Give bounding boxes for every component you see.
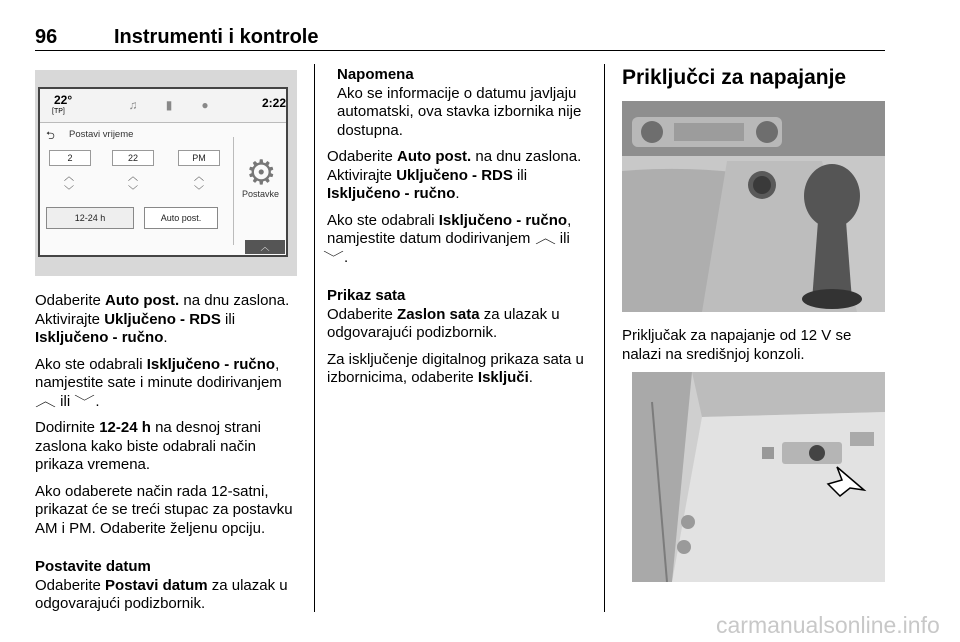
display-screen <box>38 87 288 257</box>
minute-value: 22 <box>112 150 154 166</box>
phone-icon: ▮ <box>165 98 173 112</box>
photo-caption <box>622 327 885 372</box>
column-divider-1 <box>314 64 315 612</box>
clock-label: 2:22 <box>262 96 287 110</box>
tp-label: [TP] <box>52 108 65 115</box>
note-title: Napomena <box>337 66 414 83</box>
paragraph: Dodirnite 12-24 h na desnoj strani zaslona kako biste odabrali način prikaza vremena. <box>35 419 261 473</box>
paragraph: Za isključenje digitalnog prikaza sata u izbornicima, odaberite Isključi. <box>327 350 584 386</box>
paragraph: Odaberite Auto post. na dnu zaslona. Aktivirajte Uključeno - RDS ili Isključeno - ručno. <box>35 292 290 346</box>
column-2 <box>323 66 597 396</box>
minute-down-icon[interactable]: ﹀ <box>128 186 138 197</box>
back-arrow-icon[interactable]: ⮌ <box>46 130 55 142</box>
temperature-label: 22° <box>54 93 73 107</box>
minute-up-icon[interactable]: ︿ <box>128 172 138 183</box>
caption-text: Priključak za napajanje od 12 V se nalazi na središnjoj konzoli. <box>622 327 852 363</box>
hour-down-icon[interactable]: ﹀ <box>64 186 74 197</box>
paragraph: Odaberite Postavi datum za ulazak u odgovarajući podizbornik. <box>35 576 288 612</box>
column-divider-2 <box>604 64 605 612</box>
column-1 <box>35 292 300 622</box>
settings-label: Postavke <box>242 189 280 199</box>
chevron-down-icon: ﹀ <box>74 393 96 409</box>
note-text: Ako se informacije o datumu javljaju automatski, ova stavka izbornika nije dostupna. <box>337 84 582 139</box>
ampm-up-icon[interactable]: ︿ <box>194 172 204 183</box>
note-box <box>327 66 597 140</box>
format-button[interactable]: 12-24 h <box>46 207 134 229</box>
screen-title: Postavi vrijeme <box>69 129 134 140</box>
page-header <box>35 26 885 51</box>
chapter-title: Instrumenti i kontrole <box>114 26 319 48</box>
infotainment-screen-illustration <box>35 70 297 276</box>
screen-divider <box>233 137 234 245</box>
ampm-value: PM <box>178 150 220 166</box>
watermark-text: carmanualsonline.info <box>716 612 940 638</box>
paragraph: Ako ste odabrali Isključeno - ručno, namjestite sate i minute dodirivanjem ︿ ili ﹀. <box>35 355 282 410</box>
globe-icon: ● <box>201 98 209 112</box>
section-heading: Postavite datum <box>35 558 151 575</box>
chevron-up-icon[interactable]: ︿ <box>245 240 285 254</box>
paragraph: Odaberite Zaslon sata za ulazak u odgovarajući podizbornik. <box>327 305 560 341</box>
chevron-down-icon: ﹀ <box>323 249 344 265</box>
gear-icon[interactable]: ⚙ <box>246 154 277 192</box>
paragraph: Ako ste odabrali Isključeno - ručno, namjestite datum dodirivanjem ︿ ili ﹀. <box>323 211 572 266</box>
center-console-photo <box>622 101 885 312</box>
paragraph: Ako odaberete način rada 12-satni, prikazat će se treći stupac za postavku AM i PM. Odaberite željenu opciju. <box>35 482 293 537</box>
section-heading: Prikaz sata <box>327 287 406 304</box>
music-icon: ♫ <box>128 98 138 112</box>
ampm-down-icon[interactable]: ﹀ <box>194 186 204 197</box>
page-number: 96 <box>35 26 58 48</box>
hour-value: 2 <box>49 150 91 166</box>
auto-set-button[interactable]: Auto post. <box>144 207 218 229</box>
center-console-drawing <box>622 101 885 312</box>
luggage-compartment-drawing <box>632 372 885 582</box>
chevron-up-icon: ︿ <box>35 393 56 409</box>
paragraph: Odaberite Auto post. na dnu zaslona. Aktivirajte Uključeno - RDS ili Isključeno - ručno. <box>327 148 582 202</box>
status-bar <box>40 89 286 123</box>
chevron-up-icon: ︿ <box>534 231 556 246</box>
luggage-compartment-photo <box>632 372 885 582</box>
section-title: Priključci za napajanje <box>622 66 847 89</box>
hour-up-icon[interactable]: ︿ <box>64 172 74 183</box>
